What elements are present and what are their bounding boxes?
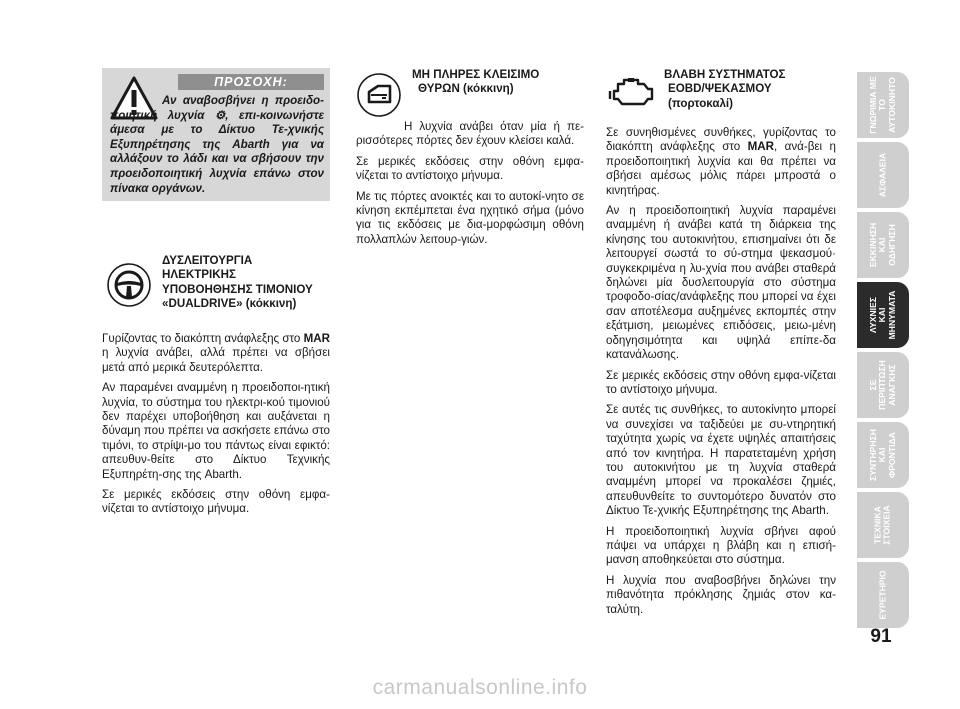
eobd-paragraph: Αν η προειδοποιητική λυχνία παραμένει αναμμένη ή ανάβει κατά τη διάρκεια της κίνησης του αυτοκινήτου, επισημαίνει ότι δε λειτουργεί σωστά το σύ-στημα ψεκασμού· συγκεκριμένα η λυ-χνία που ανάβει σταθερά δηλώνει μία δυσλειτουργία στο σύστημα τροφοδο-σίας/ανάφλεξης που μπορεί να έχει σαν αποτέλεσμα αυξημένες εκπομπές στην εξάτμιση, μειωμένες επιδόσεις, μειω-μένη οδηγησιμότητα και υψηλά επίπε-δα κατανάλωσης.: [606, 204, 836, 362]
steering-title: ΔΥΣΛΕΙΤΟΥΡΓΙΑ ΗΛΕΚΤΡΙΚΗΣ ΥΠΟΒΟΗΘΗΣΗΣ ΤΙΜΟΝΙΟΥ «DUALDRIVE» (κόκκινη): [162, 254, 313, 311]
eobd-title: ΒΛΑΒΗ ΣΥΣΤΗΜΑΤΟΣ EOBD/ΨΕΚΑΣΜΟΥ (πορτοκαλί): [664, 68, 786, 110]
warning-text: Αν αναβοσβήνει η προειδο-ποιητική λυχνία ⚙, επι-κοινωνήστε άμεσα με το Δίκτυο Τε-χνικής Εξυπηρέτησης της Abarth για να αλλάξουν το λάδι και να σβήσουν την προειδοποιητική λυχνία επάνω στον πίνακα οργάνων.: [110, 94, 324, 195]
tab-index[interactable]: ΕΥΡΕΤΗΡΙΟ: [857, 562, 909, 628]
engine-icon: [608, 74, 656, 110]
doors-paragraph: Με τις πόρτες ανοικτές και το αυτοκί-νητο σε κίνηση εκπέμπεται ένα ηχητικό σήμα (μόνο για τις εκδόσεις με δια-μορφώσιμη οθόνη πολλαπλών λειτουρ-γιών.: [356, 189, 584, 246]
steering-wheel-icon: [106, 262, 152, 308]
warning-label: ΠΡΟΣΟΧΗ:: [178, 74, 324, 90]
tab-safety[interactable]: ΑΣΦΑΛΕΙΑ: [857, 142, 909, 208]
tab-warning-lights[interactable]: ΛΥΧΝΙΕΣ ΚΑΙ ΜΗΝΥΜΑΤΑ: [857, 282, 909, 348]
doors-paragraph: Η λυχνία ανάβει όταν μία ή πε-ρισσότερες πόρτες δεν έχουν κλείσει καλά.: [356, 120, 584, 148]
eobd-body: [606, 126, 836, 623]
tab-maintenance[interactable]: ΣΥΝΤΗΡΗΣΗ ΚΑΙ ΦΡΟΝΤΙΔΑ: [857, 422, 909, 488]
tab-emergency[interactable]: ΣΕ ΠΕΡΙΠΤΩΣΗ ΑΝΑΓΚΗΣ: [857, 352, 909, 418]
eobd-paragraph: Σε μερικές εκδόσεις στην οθόνη εμφα-νίζεται το αντίστοιχο μήνυμα.: [606, 368, 836, 396]
eobd-paragraph: Σε αυτές τις συνθήκες, το αυτοκίνητο μπορεί να συνεχίσει να ταξιδεύει με συ-ντηρητική ταχύτητα χωρίς να έχετε υψηλές απαιτήσεις από τον κινητήρα. Η παρατεταμένη χρήση του αυτοκινήτου με τη λυχνία σταθερά αναμμένη μπορεί να προκαλέσει ζημιές, απευθυνθείτε το συντομότερο δυνατόν στο Δίκτυο Τε-χνικής Εξυπηρέτησης της Abarth.: [606, 403, 836, 518]
tab-starting-driving[interactable]: ΕΚΚΙΝΗΣΗ ΚΑΙ ΟΔΗΓΗΣΗ: [857, 212, 909, 278]
eobd-paragraph: Η λυχνία που αναβοσβήνει δηλώνει την πιθανότητα πρόκλησης ζημιάς στον κα-ταλύτη.: [606, 573, 836, 616]
doors-body: [356, 120, 584, 253]
doors-paragraph: Σε μερικές εκδόσεις στην οθόνη εμφα-νίζεται το αντίστοιχο μήνυμα.: [356, 154, 584, 183]
steering-body: [102, 332, 330, 523]
eobd-paragraph: Η προειδοποιητική λυχνία σβήνει αφού πάψει να υπάρχει η βλάβη και η επισή-μανση αποθηκεύεται στο σύστημα.: [606, 524, 836, 567]
steering-paragraph: Αν παραμένει αναμμένη η προειδοποι-ητική λυχνία, το σύστημα του ηλεκτρι-κού τιμονιού δεν παρέχει υποβοήθηση και αυξάνεται η δύναμη που πρέπει να ασκήσετε επάνω στο τιμόνι, το στρίψι-μο του πάντως είναι εφικτό: απευθυν-θείτε στο Δίκτυο Τεχνικής Εξυπηρέτη-σης της Abarth.: [102, 381, 330, 481]
page-number: 91: [870, 626, 892, 647]
steering-paragraph: Σε μερικές εκδόσεις στην οθόνη εμφα-νίζεται το αντίστοιχο μήνυμα.: [102, 488, 330, 516]
eobd-paragraph: Σε συνηθισμένες συνθήκες, γυρίζοντας το διακόπτη ανάφλεξης στο MAR, ανά-βει η προειδοποιητική λυχνία και θα πρέπει να σβήσει αμέσως μόλις πάρει μπροστά ο κινητήρας.: [606, 126, 836, 197]
warning-box: [102, 68, 330, 201]
doors-title: ΜΗ ΠΛΗΡΕΣ ΚΛΕΙΣΙΜΟ ΘΥΡΩΝ (κόκκινη): [412, 68, 540, 96]
door-open-icon: [356, 72, 402, 118]
steering-paragraph: Γυρίζοντας το διακόπτη ανάφλεξης στο MAR η λυχνία ανάβει, αλλά πρέπει να σβήσει μετά από μερικά δευτερόλεπτα.: [102, 332, 330, 374]
watermark: carmanualsonline.info: [372, 676, 588, 699]
tab-technical-data[interactable]: ΤΕΧΝΙΚΑ ΣΤΟΙΧΕΙΑ: [857, 492, 909, 558]
tab-getting-to-know[interactable]: ΓΝΩΡΙΜΙΑ ΜΕ ΤΟ ΑΥΤΟΚΙΝΗΤΟ: [857, 72, 909, 138]
